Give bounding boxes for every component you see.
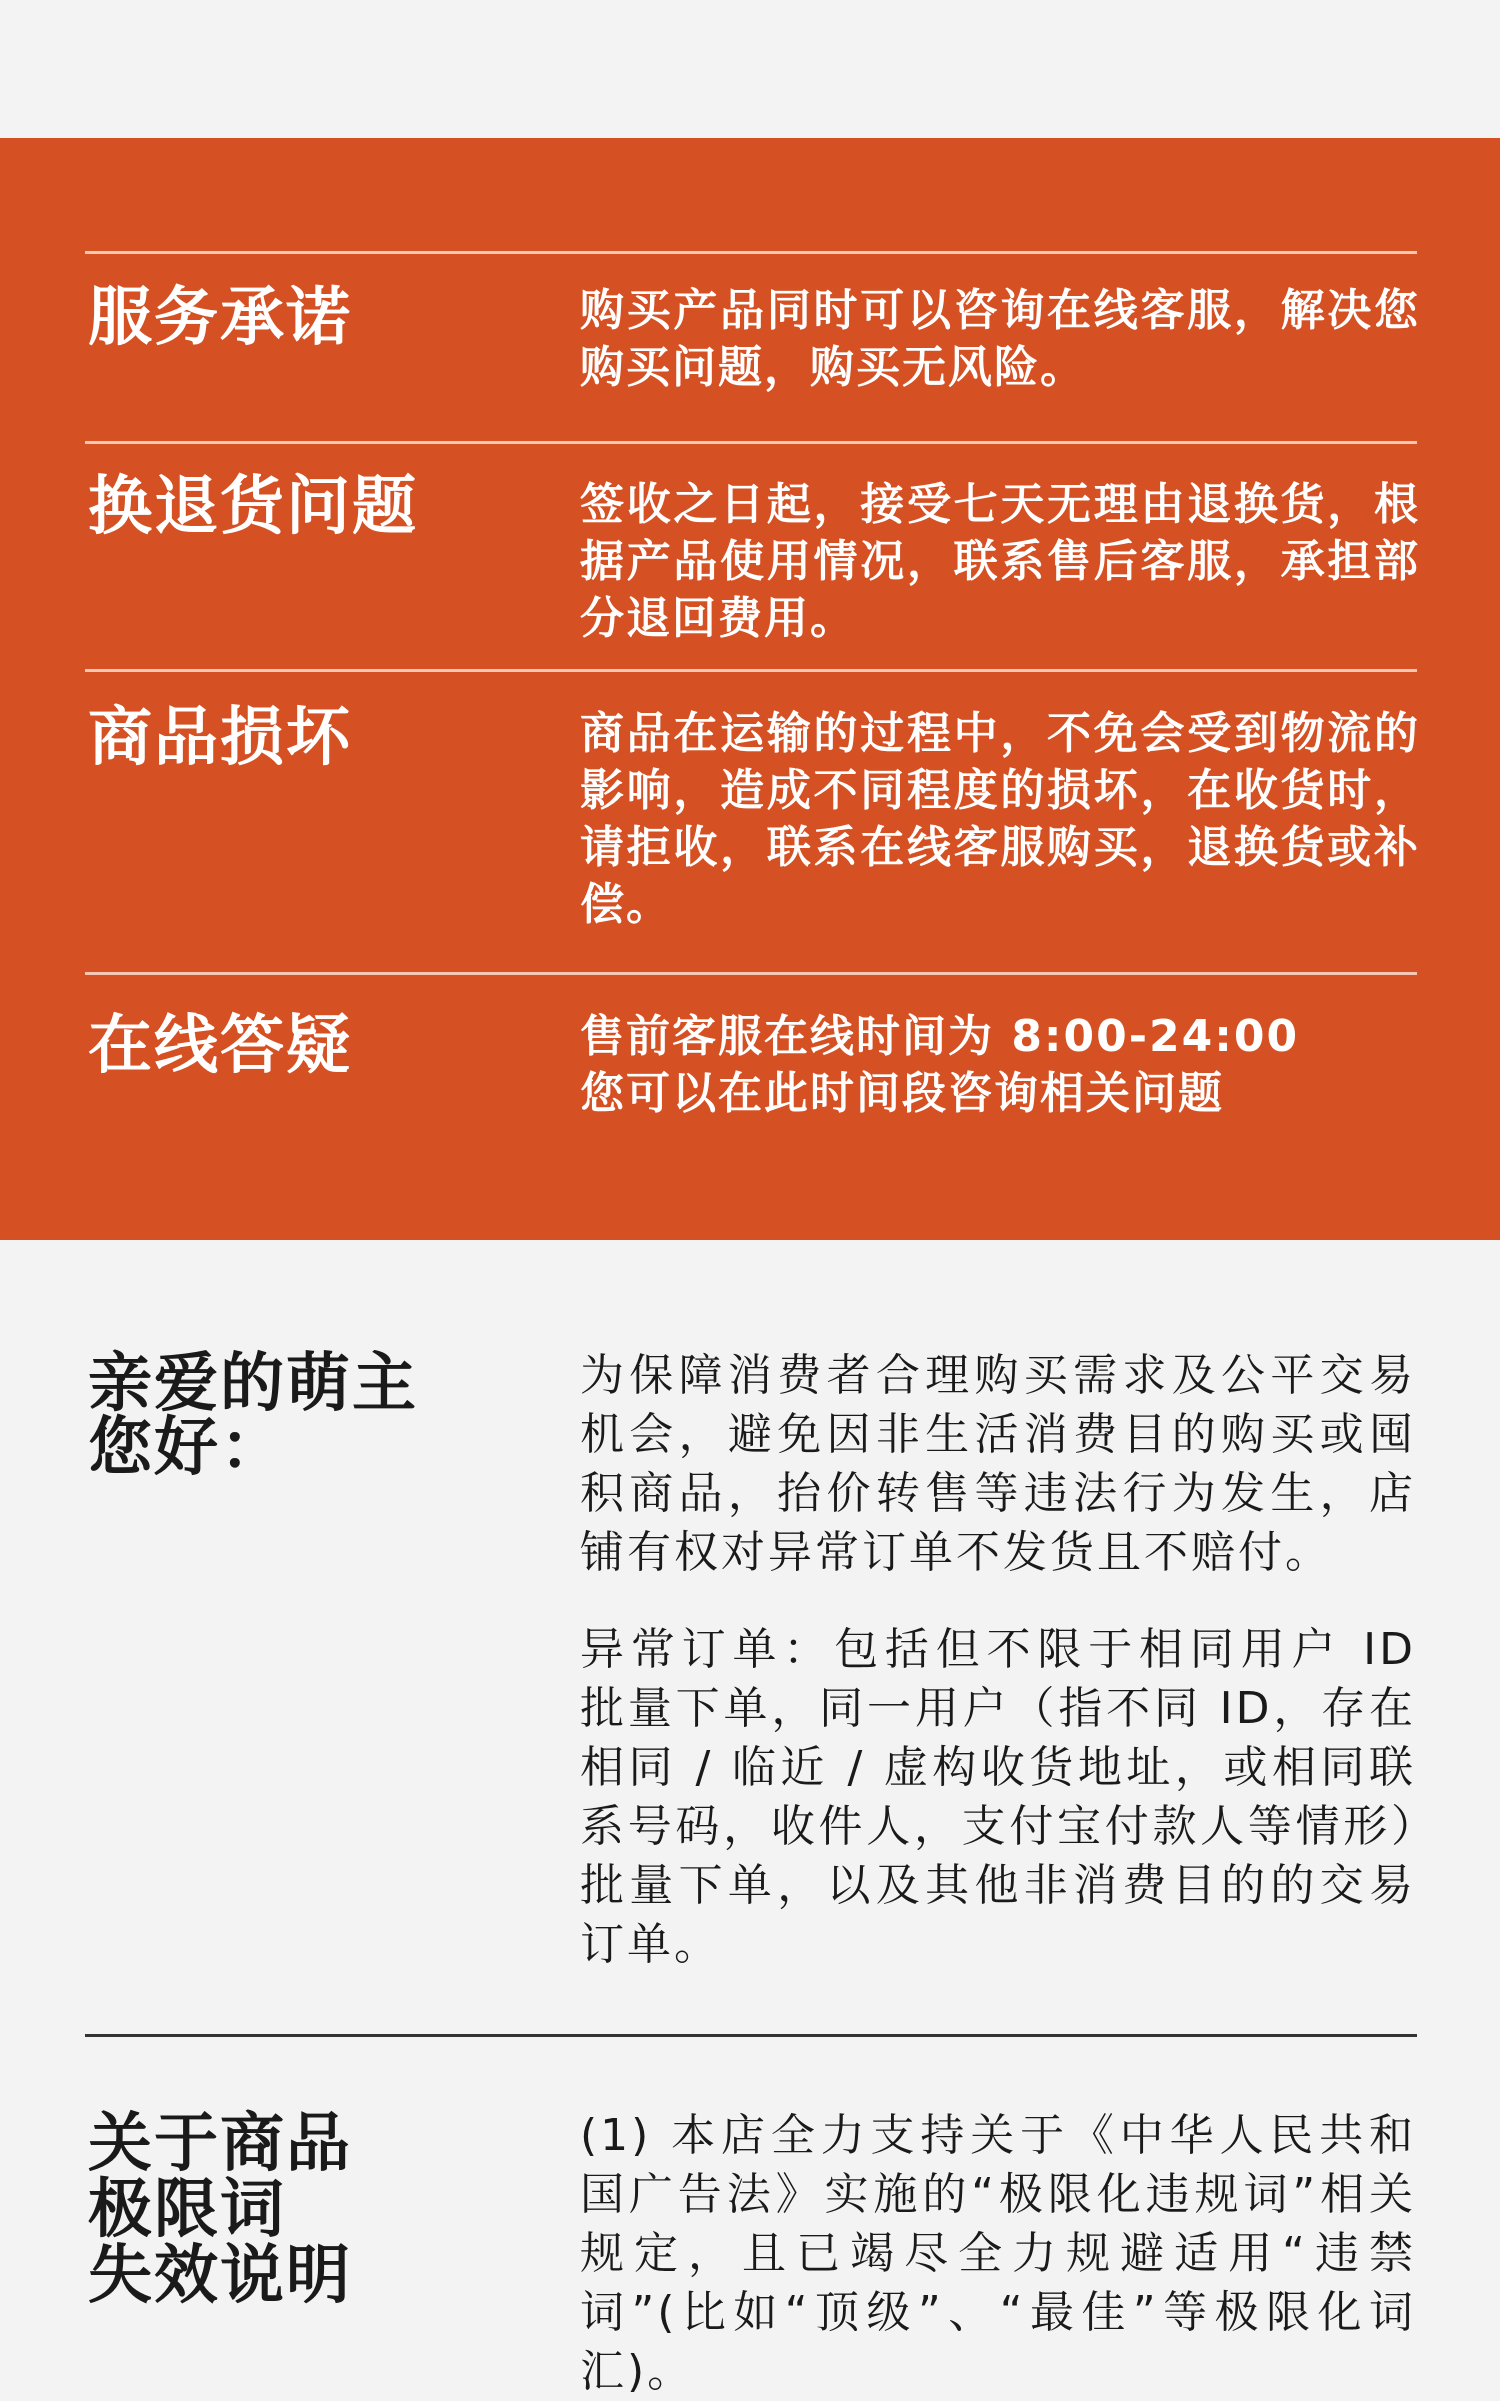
row-divider	[85, 441, 1417, 444]
row-title-damage: 商品损坏	[88, 701, 352, 775]
section-divider	[85, 2034, 1417, 2037]
notice-paragraph-2: 异常订单：包括但不限于相同用户 ID 批量下单，同一用户（指不同 ID，存在相同 / 临近 / 虚构收货地址，或相同联系号码，收件人，支付宝付款人等情形）批量下单，以及其他非消费目的的交易订单。	[580, 1624, 1416, 1970]
row-divider	[85, 251, 1417, 254]
row-divider	[85, 972, 1417, 975]
top-margin	[0, 0, 1500, 138]
row-text-damage: 商品在运输的过程中，不免会受到物流的影响，造成不同程度的损坏，在收货时，请拒收，联系在线客服购买，退换货或补偿。	[580, 708, 1420, 930]
notice-paragraph-1: 为保障消费者合理购买需求及公平交易机会，避免因非生活消费目的购买或囤积商品，抬价转售等违法行为发生，店铺有权对异常订单不发货且不赔付。	[580, 1350, 1416, 1578]
row-text-online-hours: 售前客服在线时间为 8:00-24:00	[580, 1011, 1300, 1062]
row-text-online-note: 您可以在此时间段咨询相关问题	[580, 1068, 1224, 1119]
limit-title-line2: 极限词	[88, 2173, 286, 2247]
row-text-service: 购买产品同时可以咨询在线客服，解决您购买问题，购买无风险。	[580, 285, 1420, 393]
row-text-returns: 签收之日起，接受七天无理由退换货，根据产品使用情况，联系售后客服，承担部分退回费用。	[580, 479, 1420, 644]
limit-title-line3: 失效说明	[88, 2239, 352, 2313]
notice-title-line1: 亲爱的萌主	[88, 1347, 418, 1421]
limit-title-line1: 关于商品	[88, 2107, 352, 2181]
row-title-returns: 换退货问题	[88, 470, 418, 544]
notice-title-line2: 您好：	[88, 1411, 286, 1485]
row-title-online-support: 在线答疑	[88, 1009, 352, 1083]
row-divider	[85, 669, 1417, 672]
row-title-service: 服务承诺	[88, 281, 352, 355]
limit-words-text: (1) 本店全力支持关于《中华人民共和国广告法》实施的“极限化违规词”相关规定，且已竭尽全力规避适用“违禁词”(比如“顶级”、“最佳”等极限化词汇)。	[580, 2110, 1416, 2397]
